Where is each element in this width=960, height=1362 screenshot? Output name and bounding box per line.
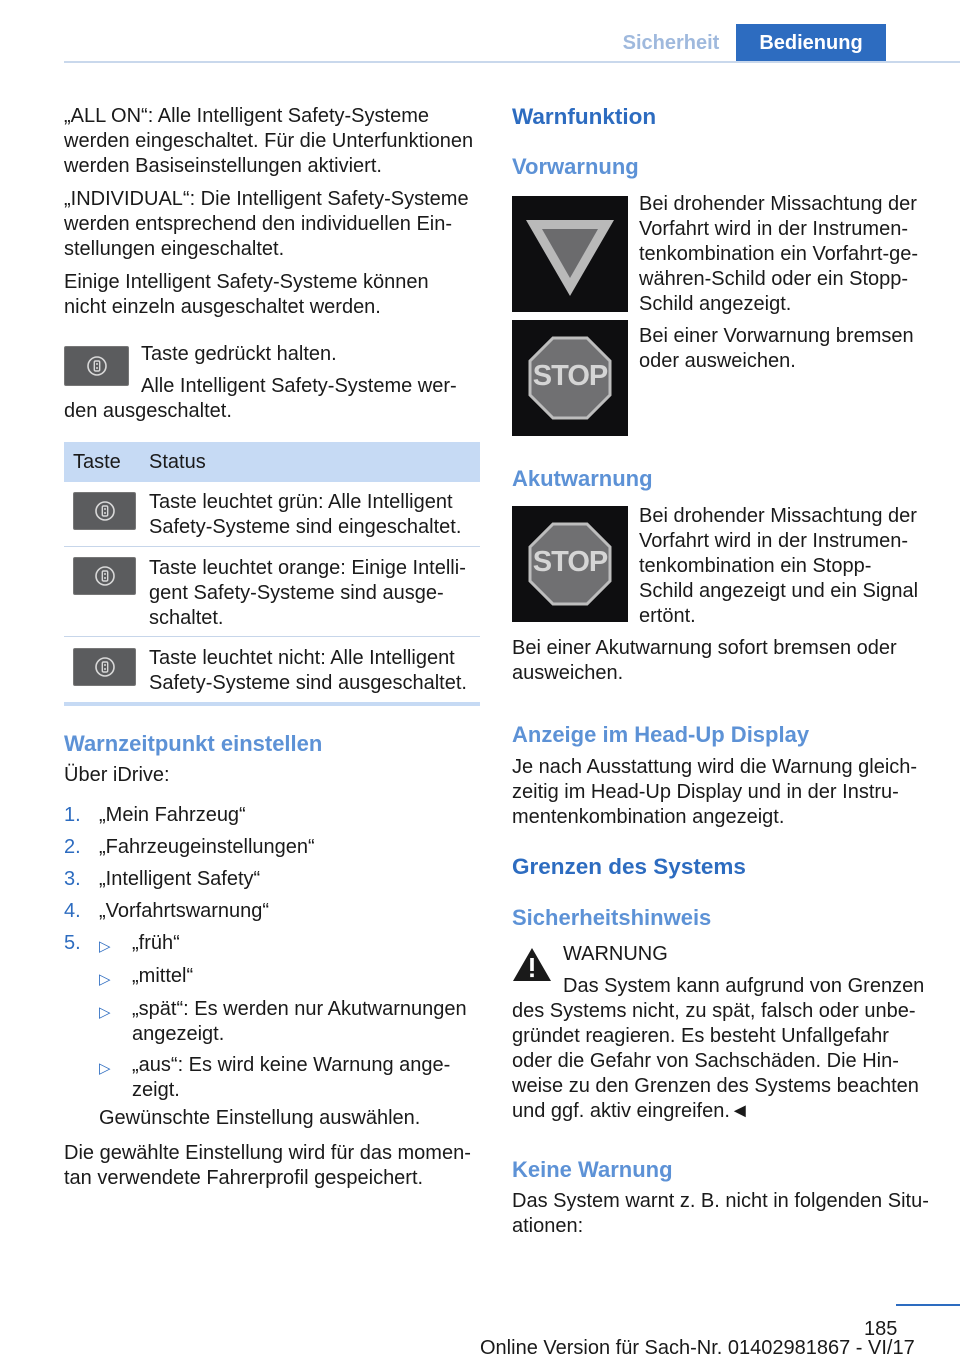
stop-sign-image [512, 506, 628, 622]
prewarn-text: Bei drohender Missachtung der Vorfahrt wird in der Instrumen- tenkombination ein Vorfahrt-ge- währen-Schild oder ein Stopp- Schild angezeigt. [639, 193, 919, 315]
hold-line1: Alle Intelligent Safety-Systeme wer- [141, 375, 457, 397]
stop-label: STOP [532, 546, 608, 578]
safety-button-image [64, 346, 129, 386]
tab-sicherheit[interactable]: Sicherheit [622, 31, 720, 54]
stop-label: STOP [532, 360, 608, 392]
nowarn-text: Das System warnt z. B. nicht in folgenden Situ- ationen: [512, 1190, 929, 1237]
acute-text: Bei drohender Missachtung der Vorfahrt wird in der Instrumen- tenkombination ein Stopp- Schild angezeigt und ein Signal ertönt. [639, 505, 919, 627]
row-divider [64, 546, 480, 547]
subsection-sicherheitshinweis: Sicherheitshinweis [512, 905, 712, 930]
warning-text1: Das System kann aufgrund von Grenzen [563, 975, 925, 997]
list-item: „Vorfahrtswarnung“ [99, 900, 270, 922]
table-bottom-bar [64, 702, 480, 706]
idrive-label: Über iDrive: [64, 764, 170, 786]
saved-note: Die gewählte Einstellung wird für das momen- tan verwendete Fahrerprofil gespeichert. [64, 1142, 471, 1189]
col-taste: Taste [73, 451, 121, 473]
hold-line2: den ausgeschaltet. [64, 400, 232, 422]
list-item: „Mein Fahrzeug“ [99, 804, 246, 826]
safety-button-icon [94, 500, 116, 522]
prewarn-text2: Bei einer Vorwarnung bremsen oder ausweichen. [639, 325, 914, 372]
step-number: 2. [64, 836, 81, 858]
list-item: „aus“: Es wird keine Warnung ange- zeigt. [132, 1054, 451, 1101]
bullet-triangle-icon: ▷ [99, 971, 111, 988]
table-row: Taste leuchtet nicht: Alle Intelligent Safety-Systeme sind ausgeschaltet. [149, 647, 467, 694]
hud-text: Je nach Ausstattung wird die Warnung gleich- zeitig im Head-Up Display und in der Instru- mentenkombination angezeigt. [512, 756, 918, 828]
warning-text: des Systems nicht, zu spät, falsch oder unbe- gründet reagieren. Es besteht Unfallgefahr oder die Gefahr von Sachschäden. Die Hin- weise zu den Grenzen des Systems beachten und ggf. aktiv eingreifen.◄ [512, 1000, 919, 1122]
subsection-akutwarnung: Akutwarnung [512, 466, 653, 491]
section-warnfunktion: Warnfunktion [512, 104, 657, 129]
safety-button-icon [86, 355, 108, 377]
step-number: 5. [64, 932, 81, 954]
section-warnzeitpunkt: Warnzeitpunkt einstellen [64, 731, 323, 756]
list-item: „früh“ [132, 932, 180, 954]
stop-sign-image [512, 320, 628, 436]
section-grenzen: Grenzen des Systems [512, 854, 746, 879]
bullet-triangle-icon: ▷ [99, 1004, 111, 1021]
online-version: Online Version für Sach-Nr. 01402981867 - VI/17 [480, 1337, 915, 1359]
list-item: „Intelligent Safety“ [99, 868, 261, 890]
subsection-vorwarnung: Vorwarnung [512, 154, 639, 179]
para-individual: „INDIVIDUAL“: Die Intelligent Safety-Systeme werden entsprechend den individuellen Ein- stellungen eingeschaltet. [64, 188, 469, 260]
header-divider [64, 61, 960, 63]
subsection-keine-warnung: Keine Warnung [512, 1157, 673, 1182]
button-green-image [73, 492, 136, 530]
left-intro [64, 104, 484, 320]
yield-sign-image [512, 196, 628, 312]
para-all-on: „ALL ON“: Alle Intelligent Safety-Systeme werden eingeschaltet. Für die Unterfunktionen werden Basiseinstellungen aktiviert. [64, 105, 474, 177]
col-status: Status [149, 451, 206, 473]
button-orange-image [73, 557, 136, 595]
safety-button-icon [94, 565, 116, 587]
list-item: „mittel“ [132, 965, 194, 987]
page-number: 185 [864, 1318, 898, 1340]
safety-button-icon [94, 656, 116, 678]
select-setting: Gewünschte Einstellung auswählen. [99, 1107, 421, 1129]
table-header [64, 442, 480, 482]
step-number: 1. [64, 804, 81, 826]
footer-accent-line [896, 1304, 960, 1306]
para-einige: Einige Intelligent Safety-Systeme können nicht einzeln ausgeschaltet werden. [64, 271, 429, 318]
tab-bedienung[interactable]: Bedienung [736, 24, 886, 62]
steps-list [64, 803, 484, 1123]
warning-word: WARNUNG [563, 943, 668, 965]
list-item: „Fahrzeugeinstellungen“ [99, 836, 315, 858]
warning-triangle-icon [512, 946, 552, 982]
list-item: „spät“: Es werden nur Akutwarnungen angezeigt. [132, 998, 467, 1045]
table-row: Taste leuchtet orange: Einige Intelli- gent Safety-Systeme sind ausge- schaltet. [149, 557, 466, 629]
yield-sign-icon [512, 196, 628, 312]
bullet-triangle-icon: ▷ [99, 938, 111, 955]
bullet-triangle-icon: ▷ [99, 1060, 111, 1077]
step-number: 3. [64, 868, 81, 890]
hold-title: Taste gedrückt halten. [141, 343, 337, 365]
step-number: 4. [64, 900, 81, 922]
table-row: Taste leuchtet grün: Alle Intelligent Safety-Systeme sind eingeschaltet. [149, 491, 462, 538]
subsection-hud: Anzeige im Head-Up Display [512, 722, 810, 747]
row-divider [64, 636, 480, 637]
button-off-image [73, 648, 136, 686]
acute-text2: Bei einer Akutwarnung sofort bremsen oder ausweichen. [512, 637, 897, 684]
